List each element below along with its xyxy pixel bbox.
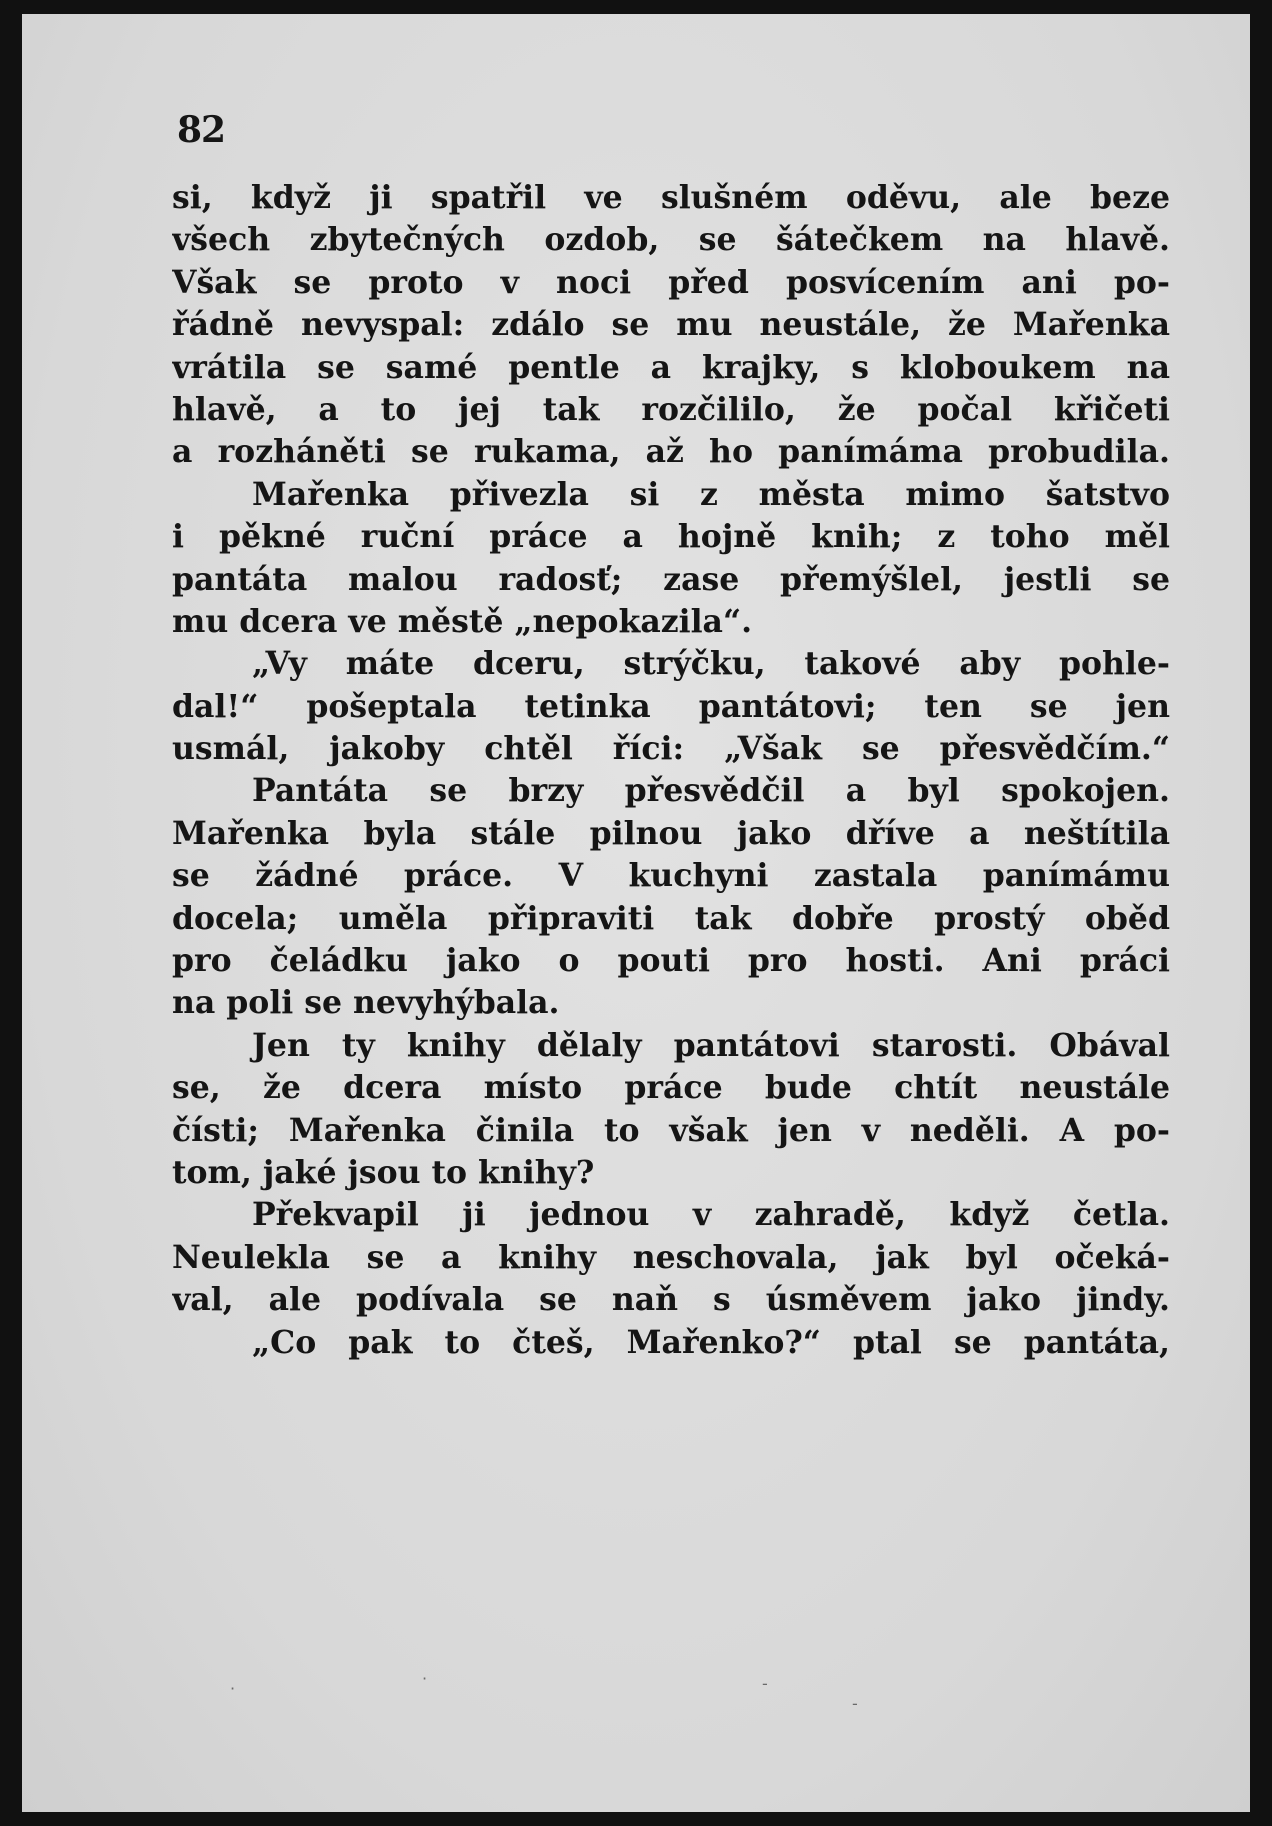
text-line: usmál, jakoby chtěl říci: „Však se přesvědčím.“ xyxy=(172,730,1170,768)
text-line: Neulekla se a knihy neschovala, jak byl očeká- xyxy=(172,1238,1170,1276)
text-line: se žádné práce. V kuchyni zastala panímámu xyxy=(172,857,1170,895)
text-line: si, když ji spatřil ve slušném oděvu, ale beze xyxy=(172,179,1170,216)
text-line: řádně nevyspal: zdálo se mu neustále, že Mařenka xyxy=(172,306,1170,344)
text-line: val, ale podívala se naň s úsměvem jako jindy. xyxy=(172,1281,1170,1319)
text-line: tom, jaké jsou to knihy? xyxy=(172,1153,595,1191)
text-line: docela; uměla připraviti tak dobře prostý oběd xyxy=(172,899,1170,937)
text-line: „Co pak to čteš, Mařenko?“ ptal se pantáta, xyxy=(252,1323,1170,1361)
text-line: Mařenka přivezla si z města mimo šatstvo xyxy=(252,475,1170,513)
text-line: Však se proto v noci před posvícením ani po- xyxy=(172,263,1170,301)
text-line: i pěkné ruční práce a hojně knih; z toho měl xyxy=(172,518,1170,556)
text-line: dal!“ pošeptala tetinka pantátovi; ten se jen xyxy=(172,687,1170,725)
text-line: Mařenka byla stále pilnou jako dříve a neštítila xyxy=(172,814,1170,852)
print-speck: · xyxy=(422,1669,428,1688)
text-line: mu dcera ve městě „nepokazila“. xyxy=(172,602,753,640)
text-line: hlavě, a to jej tak rozčililo, že počal křičeti xyxy=(172,390,1170,428)
page-number: 82 xyxy=(177,109,226,151)
book-page xyxy=(22,14,1250,1812)
text-line: pro čeládku jako o pouti pro hosti. Ani práci xyxy=(172,942,1170,980)
text-line: a rozháněti se rukama, až ho panímáma probudila. xyxy=(172,433,1170,471)
text-line: se, že dcera místo práce bude chtít neustále xyxy=(172,1069,1170,1107)
text-line: Pantáta se brzy přesvědčil a byl spokojen. xyxy=(252,772,1170,810)
text-line: všech zbytečných ozdob, se šátečkem na hlavě. xyxy=(172,221,1170,259)
text-line: čísti; Mařenka činila to však jen v neděli. A po- xyxy=(172,1111,1170,1149)
print-speck: · xyxy=(230,1679,236,1698)
text-line: Překvapil ji jednou v zahradě, když četla. xyxy=(252,1196,1170,1234)
print-speck: - xyxy=(762,1674,768,1693)
text-line: Jen ty knihy dělaly pantátovi starosti. Obával xyxy=(252,1026,1170,1064)
text-line: „Vy máte dceru, strýčku, takové aby pohle- xyxy=(252,645,1170,683)
text-line: na poli se nevyhýbala. xyxy=(172,984,560,1022)
print-speck: ‐ xyxy=(852,1694,858,1713)
text-line: vrátila se samé pentle a krajky, s kloboukem na xyxy=(172,348,1170,386)
body-text xyxy=(172,177,1170,1364)
text-line: pantáta malou radosť; zase přemýšlel, jestli se xyxy=(172,560,1170,598)
